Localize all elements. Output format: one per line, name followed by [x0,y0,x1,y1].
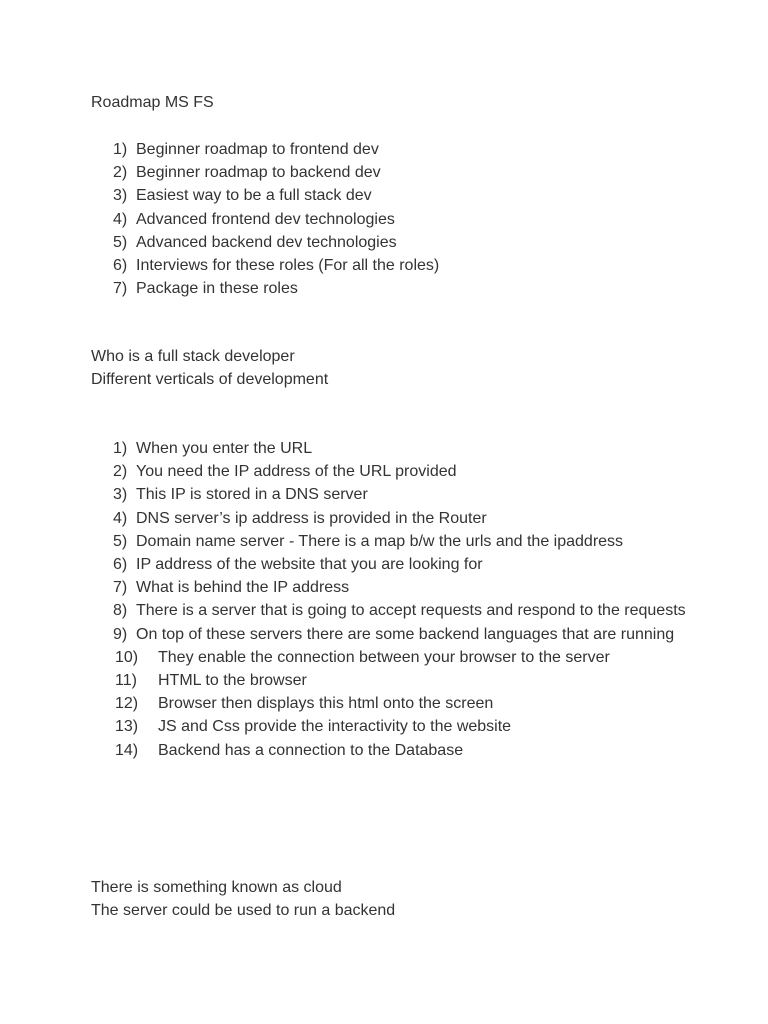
how-web-works-list [91,437,711,762]
list-item-text: Beginner roadmap to backend dev [136,164,381,182]
list-item-text: You need the IP address of the URL provided [136,463,457,481]
list-item [91,692,711,715]
list-item [91,184,691,207]
list-item [91,530,711,553]
list-item [91,437,711,460]
list-item-text: Domain name server - There is a map b/w the urls and the ipaddress [136,532,624,550]
list-item-text: This IP is stored in a DNS server [136,486,368,504]
list-item [91,739,711,762]
list-item [91,646,711,669]
list-number: 2) [113,463,128,481]
paragraph-line: There is something known as cloud [91,879,342,896]
list-number: 11) [115,672,137,690]
list-item-text: Advanced frontend dev technologies [136,210,395,228]
list-item-text: Easiest way to be a full stack dev [136,187,372,205]
list-number: 4) [113,509,128,527]
list-item [91,138,691,161]
list-item [91,460,711,483]
list-item-text: JS and Css provide the interactivity to the website [158,718,512,736]
list-item-text: Package in these roles [136,280,298,298]
list-number: 1) [113,440,128,457]
list-item [91,623,711,646]
list-number: 8) [113,602,128,620]
list-item [91,254,691,277]
list-item-text: HTML to the browser [158,672,307,690]
paragraph-line: Who is a full stack developer [91,348,295,365]
intro-paragraph [91,345,328,391]
list-number: 9) [113,625,128,643]
list-number: 7) [113,579,128,597]
list-number: 3) [113,486,128,504]
list-item [91,715,711,738]
list-item [91,208,691,231]
list-number: 6) [113,556,128,574]
list-number: 12) [115,695,139,713]
list-item-text: Beginner roadmap to frontend dev [136,141,379,158]
cloud-paragraph [91,876,395,922]
list-number: 2) [113,164,128,182]
list-item [91,599,711,622]
list-number: 13) [115,718,139,736]
paragraph-line: The server could be used to run a backend [91,902,396,920]
list-number: 14) [115,741,139,759]
list-item-text: They enable the connection between your browser to the server [158,648,610,666]
list-item-text: There is a server that is going to accept requests and respond to the requests [136,602,686,620]
list-item-text: DNS server’s ip address is provided in the Router [136,509,487,527]
document-title: Roadmap MS FS [91,94,214,111]
list-item [91,553,711,576]
list-item [91,507,711,530]
list-item-text: Interviews for these roles (For all the roles) [136,257,440,275]
list-item [91,576,711,599]
list-item-text: Advanced backend dev technologies [136,233,397,251]
list-item-text: IP address of the website that you are looking for [136,556,483,574]
list-number: 6) [113,257,128,275]
list-item-text: When you enter the URL [136,440,313,457]
list-item [91,161,691,184]
list-item-text: Browser then displays this html onto the screen [158,695,494,713]
list-number: 7) [113,280,128,298]
paragraph-line: Different verticals of development [91,371,329,389]
list-number: 5) [113,233,128,251]
list-item-text: What is behind the IP address [136,579,350,597]
list-number: 4) [113,210,128,228]
list-item [91,483,711,506]
list-number: 10) [115,648,139,666]
list-number: 5) [113,532,128,550]
roadmap-list [91,138,691,300]
list-item-text: Backend has a connection to the Database [158,741,464,759]
list-item [91,277,691,300]
list-item [91,669,711,692]
list-number: 3) [113,187,128,205]
list-number: 1) [113,141,128,158]
list-item [91,231,691,254]
list-item-text: On top of these servers there are some backend languages that are running [136,625,675,643]
